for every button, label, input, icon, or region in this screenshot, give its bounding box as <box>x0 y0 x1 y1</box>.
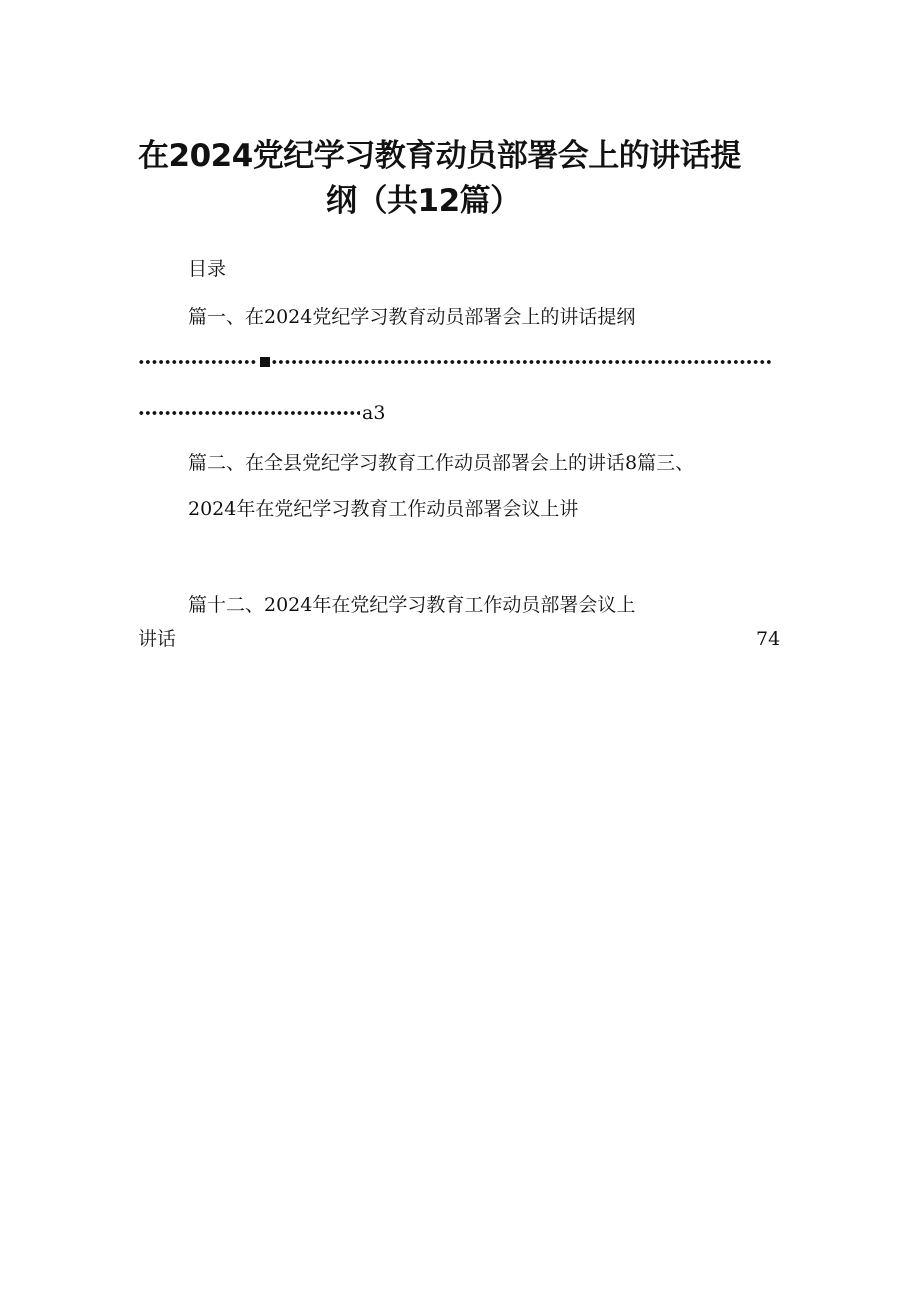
document-title-line-2: 纲（共12篇） <box>326 183 521 219</box>
square-marker-icon <box>260 357 270 367</box>
toc-entry-1-page-number: a3 <box>362 401 386 424</box>
toc-entry-12-line-1[interactable]: 篇十二、2024年在党纪学习教育工作动员部署会议上 <box>188 594 636 616</box>
toc-entry-1-title[interactable]: 篇一、在2024党纪学习教育动员部署会上的讲话提纲 <box>188 306 636 328</box>
document-title-line-1: 在2024党纪学习教育动员部署会上的讲话提 <box>138 138 741 174</box>
toc-entry-3-line[interactable]: 2024年在党纪学习教育工作动员部署会议上讲 <box>188 498 579 520</box>
toc-entry-12-line-2[interactable]: 讲话 <box>138 628 177 650</box>
dot-leader <box>138 359 258 365</box>
dot-leader <box>138 410 360 416</box>
toc-entry-1-leader-row-2 <box>138 403 385 423</box>
toc-entry-2-line[interactable]: 篇二、在全县党纪学习教育工作动员部署会上的讲话8篇三、 <box>188 452 695 474</box>
toc-entry-12-page-number: 74 <box>756 628 781 650</box>
dot-leader <box>271 359 771 365</box>
toc-heading: 目录 <box>188 258 227 280</box>
toc-entry-1-leader-row-1 <box>138 352 771 371</box>
